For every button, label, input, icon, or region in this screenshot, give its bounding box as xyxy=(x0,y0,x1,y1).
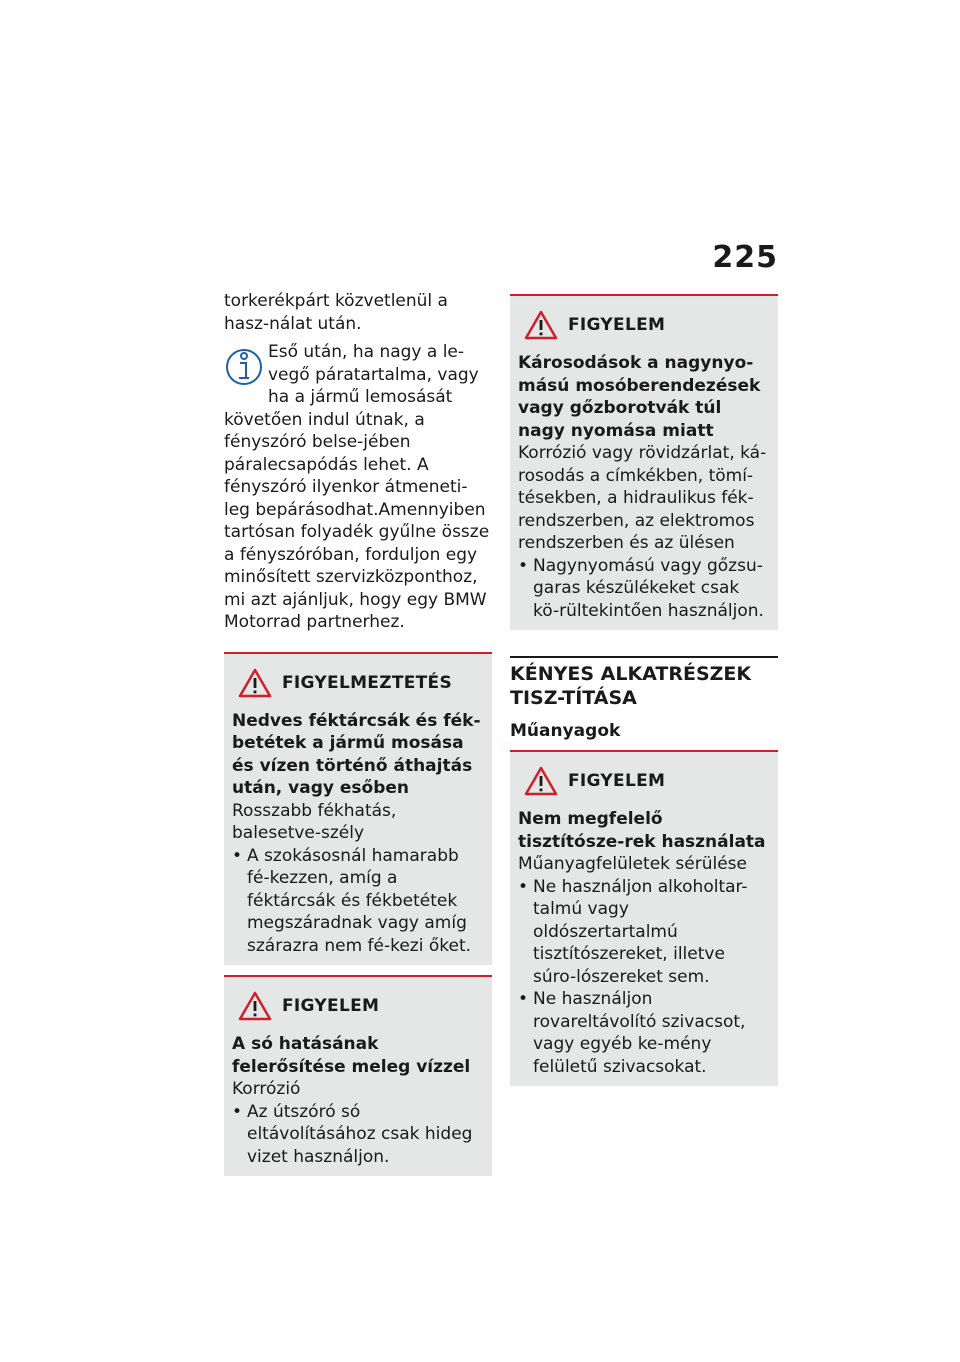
warning-title: A só hatásának felerősítése meleg vízzel xyxy=(232,1034,471,1077)
warning-text: Korrózió vagy rövidzárlat, ká-rosodás a címkékben, tömí-tésekben, a hidraulikus fék-rendszerben, az elektromos rendszerben és az ülésen xyxy=(518,443,767,553)
warning-box-salt xyxy=(224,975,492,1176)
warning-box-pressure-washer xyxy=(510,294,778,630)
warning-title: Károsodások a nagynyo-mású mosóberendezések vagy gőzborotvák túl nagy nyomása miatt xyxy=(518,353,761,441)
sub-heading: Műanyagok xyxy=(510,721,621,741)
left-column xyxy=(224,290,492,1176)
warning-box-cleaners xyxy=(510,750,778,1086)
list-item: • Ne használjon alkoholtar-talmú vagy oldószertartalmú tisztítószereket, illetve súro-lószereket sem. xyxy=(518,876,770,989)
info-icon xyxy=(224,343,264,389)
page-number: 225 xyxy=(712,240,778,275)
warning-header xyxy=(518,766,770,796)
warning-text: Műanyagfelületek sérülése xyxy=(518,854,747,874)
warning-label: FIGYELEM xyxy=(568,315,666,335)
warning-bullets xyxy=(232,845,484,958)
intro-paragraph: torkerékpárt közvetlenül a hasz-nálat után. xyxy=(224,291,448,334)
warning-box-brakes xyxy=(224,652,492,966)
warning-header xyxy=(232,991,484,1021)
warning-text: Rosszabb fékhatás, balesetve-szély xyxy=(232,800,397,843)
warning-header xyxy=(518,310,770,340)
warning-triangle-icon xyxy=(238,991,272,1021)
info-text: Eső után, ha nagy a le-vegő páratartalma, vagy ha a jármű lemosását követően indul útnak, a fényszóró belse-jében páralecsapódás lehet. A fényszóró ilyenkor átmeneti-leg bepárásodhat.Amennyiben tartósan folyadék gyűlne össze a fényszóróban, forduljon egy minősített szervizközponthoz, mi azt ajánljuk, hogy egy BMW Motorrad partnerhez. xyxy=(224,342,490,632)
warning-bullets xyxy=(518,555,770,623)
warning-label: FIGYELEM xyxy=(568,771,666,791)
warning-label: FIGYELEM xyxy=(282,996,380,1016)
warning-triangle-icon xyxy=(238,668,272,698)
warning-title: Nem megfelelő tisztítósze-rek használata xyxy=(518,809,766,852)
warning-bullets xyxy=(518,876,770,1079)
warning-label: FIGYELMEZTETÉS xyxy=(282,672,452,693)
list-item: • Az útszóró só eltávolításához csak hideg vizet használjon. xyxy=(232,1101,484,1169)
warning-header xyxy=(232,668,484,698)
info-note xyxy=(224,341,492,634)
list-item: • Nagynyomású vagy gőzsu-garas készülékeket csak kö-rültekintően használjon. xyxy=(518,555,770,623)
warning-bullets xyxy=(232,1101,484,1169)
list-item: • Ne használjon rovareltávolító szivacsot, vagy egyéb ke-mény felületű szivacsokat. xyxy=(518,988,770,1078)
warning-text: Korrózió xyxy=(232,1079,301,1099)
list-item: • A szokásosnál hamarabb fé-kezzen, amíg a féktárcsák és fékbetétek megszáradnak vagy amíg szárazra nem fé-kezi őket. xyxy=(232,845,484,958)
section-heading: KÉNYES ALKATRÉSZEK TISZ-TÍTÁSA xyxy=(510,656,778,710)
warning-triangle-icon xyxy=(524,766,558,796)
right-column xyxy=(510,294,778,1086)
warning-title: Nedves féktárcsák és fék-betétek a jármű mosása és vízen történő áthajtás után, vagy esőben xyxy=(232,710,481,798)
warning-triangle-icon xyxy=(524,310,558,340)
